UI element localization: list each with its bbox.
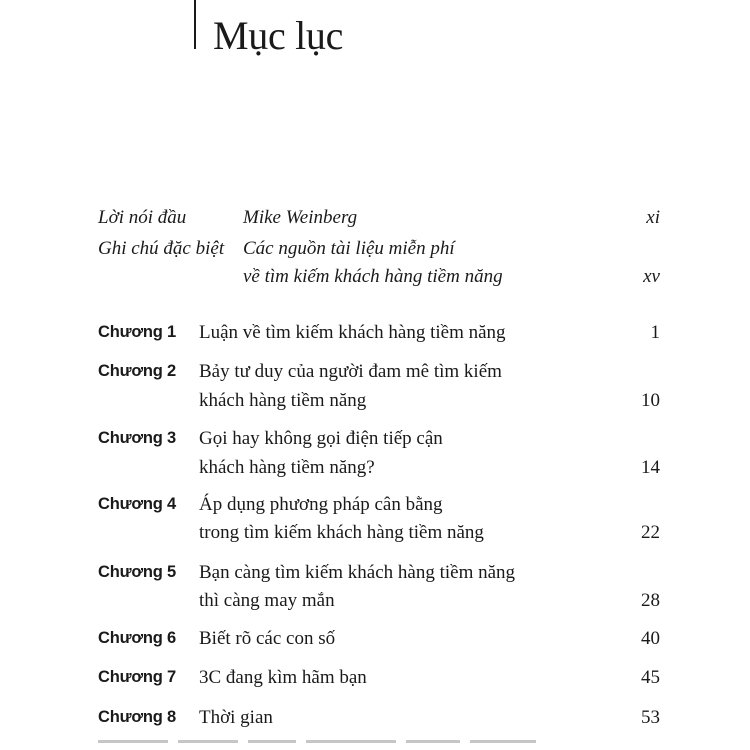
chapter-page-number: 28 (641, 590, 660, 611)
page-title: Mục lục (213, 13, 344, 58)
chapter-title-line: Áp dụng phương pháp cân bằng (199, 494, 443, 515)
chapter-title-line: Biết rõ các con số (199, 628, 336, 649)
chapter-title-line: Luận về tìm kiếm khách hàng tiềm năng (199, 322, 506, 343)
chapter-title-line: Bạn càng tìm kiếm khách hàng tiềm năng (199, 562, 516, 583)
entry-label: Lời nói đầu (98, 207, 187, 228)
chapter-label: Chương 2 (98, 362, 176, 380)
next-entry-cutoff (98, 740, 660, 750)
chapter-label: Chương 7 (98, 668, 176, 686)
chapter-page-number: 14 (641, 457, 660, 478)
chapter-label: Chương 3 (98, 429, 176, 447)
chapter-title-line: thì càng may mắn (199, 590, 335, 611)
chapter-title-line: Gọi hay không gọi điện tiếp cận (199, 428, 443, 449)
entry-page-number: xv (643, 266, 660, 287)
chapter-page-number: 1 (650, 322, 660, 343)
chapter-title-line: 3C đang kìm hãm bạn (199, 667, 367, 688)
chapter-label: Chương 5 (98, 563, 176, 581)
chapter-label: Chương 8 (98, 708, 176, 726)
chapter-page-number: 45 (641, 667, 660, 688)
chapter-page-number: 10 (641, 390, 660, 411)
chapter-label: Chương 4 (98, 495, 176, 513)
chapter-page-number: 40 (641, 628, 660, 649)
title-rule (194, 0, 196, 49)
entry-page-number: xi (646, 207, 660, 228)
chapter-title-line: khách hàng tiềm năng? (199, 457, 375, 478)
chapter-title-line: Bảy tư duy của người đam mê tìm kiếm (199, 361, 502, 382)
entry-label: Ghi chú đặc biệt (98, 238, 225, 259)
chapter-title-line: khách hàng tiềm năng (199, 390, 367, 411)
entry-title-line: Các nguồn tài liệu miễn phí (243, 238, 455, 259)
entry-title-line: Mike Weinberg (243, 207, 358, 228)
chapter-title-line: Thời gian (199, 707, 273, 728)
chapter-label: Chương 6 (98, 629, 176, 647)
entry-title-line: về tìm kiếm khách hàng tiềm năng (243, 266, 503, 287)
chapter-title-line: trong tìm kiếm khách hàng tiềm năng (199, 522, 484, 543)
chapter-page-number: 22 (641, 522, 660, 543)
chapter-page-number: 53 (641, 707, 660, 728)
chapter-label: Chương 1 (98, 323, 176, 341)
